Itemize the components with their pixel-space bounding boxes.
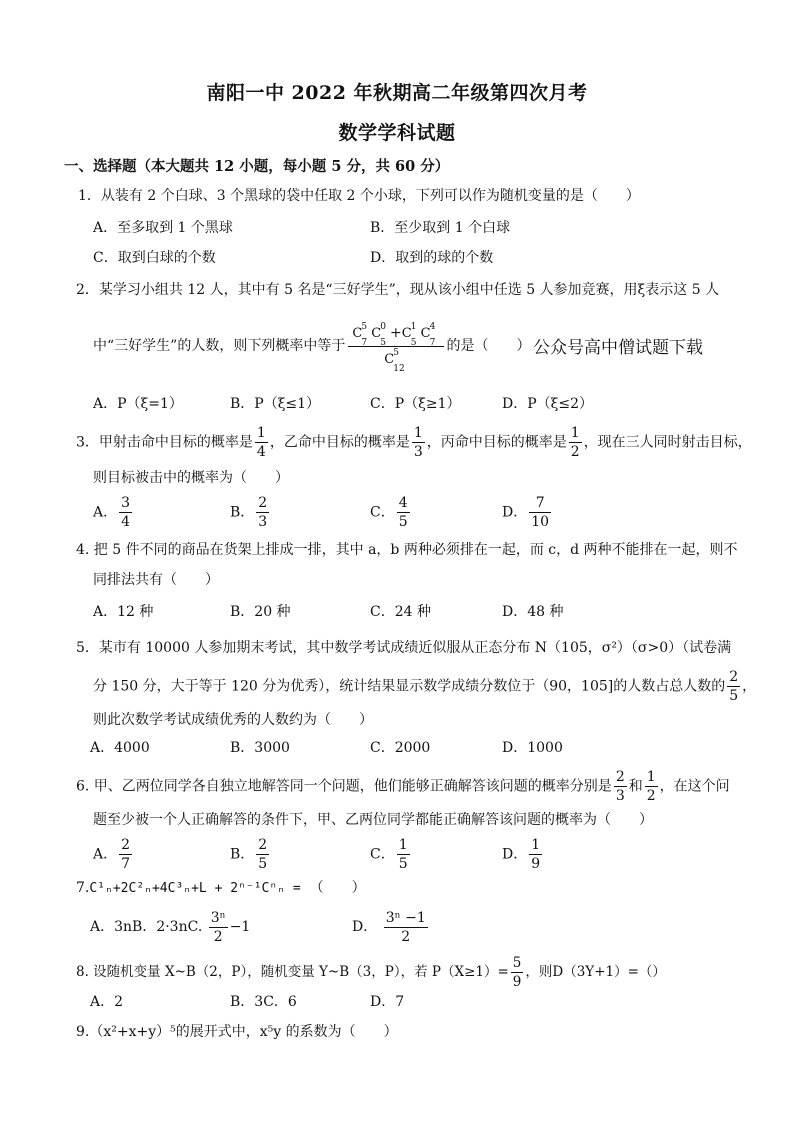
question-8-option-bc: B．3C．6: [230, 994, 297, 1010]
question-4-stem-line1: 4. 把 5 件不同的商品在货架上排成一排，其中 a，b 两种必须排在一起，而 c，d 两种不能排在一起，则不: [76, 542, 738, 558]
question-7-stem: 7.C¹ₙ+2C²ₙ+4C³ₙ+L + 2ⁿ⁻¹Cⁿₙ = （ ）: [76, 880, 366, 896]
question-4-option-a: A．12 种: [93, 604, 154, 620]
combination-denominator: C 5 12: [384, 347, 405, 374]
question-4-stem-line2: 同排法共有（ ）: [93, 572, 219, 588]
fraction-one-quarter: $\frac{1}{4}$: [256, 425, 266, 460]
question-5-option-b: B．3000: [230, 740, 290, 756]
question-8-stem: 8. 设随机变量 X~B（2，P），随机变量 Y~B（3，P），若 P（X≥1）= $\frac{5}{9}$ ，则D（3Y+1）=（）: [76, 955, 666, 990]
question-4-option-d: D．48 种: [502, 604, 564, 620]
question-6-option-c: C． $\frac{1}{5}$: [370, 837, 408, 872]
fraction-one-third: $\frac{1}{3}$: [413, 425, 423, 460]
question-3-option-b: B． $\frac{2}{3}$: [230, 495, 268, 530]
advertisement-text: 公众号高中僧试题下载: [533, 338, 703, 358]
question-9-stem: 9.（x²+x+y）⁵的展开式中，x⁵y 的系数为（ ）: [76, 1024, 398, 1040]
question-6-option-a: A． $\frac{2}{7}$: [93, 837, 131, 872]
question-2-stem-pre: 中“三好学生”的人数，则下列概率中等于: [93, 338, 346, 354]
fraction-two-thirds: $\frac{2}{3}$: [615, 769, 625, 804]
question-3-option-a: A． $\frac{3}{4}$: [93, 495, 131, 530]
question-5-option-a: A．4000: [90, 740, 150, 756]
question-7-option-d: D． $\frac{\text{3ⁿ −1}}{2}$: [352, 909, 426, 945]
exam-title: 南阳一中 2022 年秋期高二年级第四次月考: [206, 82, 588, 104]
question-5-stem-line1: 5．某市有 10000 人参加期末考试，其中数学考试成绩近似服从正态分布 N（105，σ²）（σ>0）（试卷满: [76, 640, 732, 656]
section-heading: 一、选择题（本大题共 12 小题，每小题 5 分，共 60 分）: [64, 158, 450, 175]
question-8-option-d: D．7: [370, 994, 405, 1010]
fraction-one-half-q6: $\frac{1}{2}$: [646, 769, 656, 804]
question-1-option-d: D．取到的球的个数: [370, 250, 494, 266]
fraction-five-ninths: $\frac{5}{9}$: [512, 955, 522, 990]
question-2-option-c: C．P（ξ≥1）: [370, 396, 461, 412]
exam-subtitle: 数学学科试题: [338, 122, 456, 144]
question-2-stem-line1: 2．某学习小组共 12 人，其中有 5 名是“三好学生”，现从该小组中任选 5 人参加竞赛，用ξ表示这 5 人: [76, 282, 720, 298]
question-5-option-c: C．2000: [370, 740, 431, 756]
question-5-option-d: D．1000: [502, 740, 563, 756]
question-3-option-d: D． $\frac{7}{10}$: [502, 495, 550, 530]
question-8-option-a: A．2: [90, 994, 124, 1010]
question-3-stem-line1: 3．甲射击命中目标的概率是 $\frac{1}{4}$ ，乙命中目标的概率是 $\frac{1}{3}$ ，丙命中目标的概率是 $\frac{1}{2}$ ，现在三人同时射击目标，: [76, 425, 752, 460]
question-6-option-d: D． $\frac{1}{9}$: [502, 837, 541, 872]
question-6-option-b: B． $\frac{2}{5}$: [230, 837, 268, 872]
question-7-options-abc: A．3nB．2·3nC. $\frac{\text{3ⁿ}}{2}$ −1: [90, 909, 251, 945]
option-c-fraction: $\frac{\text{3ⁿ}}{2}$: [210, 909, 226, 945]
question-2-combination-fraction: [348, 321, 443, 372]
question-1-option-b: B．至少取到 1 个白球: [370, 220, 511, 236]
question-5-stem-line2: 分 150 分，大于等于 120 分为优秀），统计结果显示数学成绩分数位于（90，105]的人数占总人数的 $\frac{2}{5}$ ，: [93, 669, 757, 704]
question-2-stem-line2: [93, 316, 531, 376]
question-4-option-c: C．24 种: [370, 604, 431, 620]
question-6-stem-line1: 6. 甲、乙两位同学各自独立地解答同一个问题，他们能够正确解答该问题的概率分别是 $\frac{2}{3}$ 和 $\frac{1}{2}$ ，在这个问: [76, 769, 730, 804]
question-3-stem-line2: 则目标被击中的概率为（ ）: [93, 470, 289, 486]
question-2-option-a: A．P（ξ=1）: [93, 396, 183, 412]
question-5-stem-line3: 则此次数学考试成绩优秀的人数约为（ ）: [93, 712, 373, 728]
question-2-option-d: D．P（ξ≤2）: [502, 396, 593, 412]
question-2-option-b: B．P（ξ≤1）: [230, 396, 321, 412]
question-1-stem: 1．从装有 2 个白球、3 个黑球的袋中任取 2 个小球，下列可以作为随机变量的是（ ）: [78, 188, 640, 204]
question-1-option-a: A．至多取到 1 个黑球: [93, 220, 233, 236]
question-3-option-c: C． $\frac{4}{5}$: [370, 495, 408, 530]
combination-numerator: C 5 7 C 0 5 +C 1 5 C 4 7: [348, 321, 443, 347]
question-1-option-c: C．取到白球的个数: [93, 250, 216, 266]
fraction-two-fifths: $\frac{2}{5}$: [729, 669, 739, 704]
question-2-stem-post: 的是（ ）: [446, 338, 531, 354]
fraction-one-half: $\frac{1}{2}$: [570, 425, 580, 460]
question-6-stem-line2: 题至少被一个人正确解答的条件下，甲、乙两位同学都能正确解答该问题的概率为（ ）: [93, 812, 653, 828]
question-4-option-b: B．20 种: [230, 604, 291, 620]
